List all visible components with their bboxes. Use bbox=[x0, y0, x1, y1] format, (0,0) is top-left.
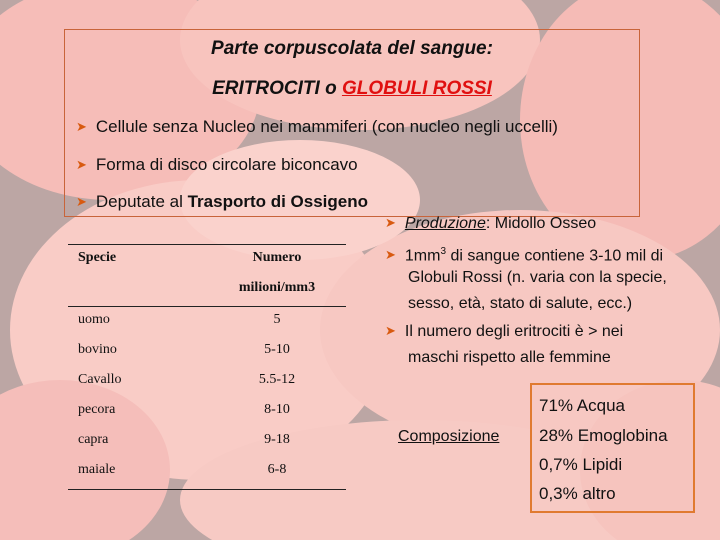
arrow-bullet-icon: ➤ bbox=[385, 215, 396, 230]
arrow-bullet-icon: ➤ bbox=[385, 323, 396, 338]
arrow-bullet-icon: ➤ bbox=[76, 194, 87, 209]
table-cell-specie: uomo bbox=[78, 312, 110, 327]
table-cell-numero: 8-10 bbox=[264, 402, 290, 417]
table-cell-numero: 5-10 bbox=[264, 342, 290, 357]
arrow-bullet-icon: ➤ bbox=[76, 157, 87, 172]
table-header-specie: Specie bbox=[78, 250, 117, 265]
table-cell-numero: 5.5-12 bbox=[258, 372, 296, 387]
right-bullet-quantity: ➤ $1mm^3$ di sangue contiene 3-10 mil di bbox=[385, 238, 663, 270]
table-cell-specie: Cavallo bbox=[78, 372, 122, 387]
table-cell-numero: 9-18 bbox=[264, 432, 290, 447]
table-top-rule bbox=[68, 244, 346, 245]
arrow-bullet-icon: ➤ bbox=[76, 119, 87, 134]
subtitle-highlight: GLOBULI ROSSI bbox=[341, 78, 492, 99]
table-header-rule bbox=[68, 306, 346, 307]
composition-item: 0,3% altro bbox=[539, 484, 616, 503]
right-bullet-quantity-line3: sesso, età, stato di salute, ecc.) bbox=[408, 295, 633, 312]
arrow-bullet-icon: ➤ bbox=[385, 247, 396, 263]
composition-label: Composizione bbox=[398, 428, 500, 445]
table-cell-specie: bovino bbox=[78, 342, 117, 357]
table-header-numero: Numero bbox=[252, 250, 302, 265]
right-bullet-gender: ➤ Il numero degli eritrociti è > nei bbox=[385, 318, 623, 346]
table-cell-specie: maiale bbox=[78, 462, 116, 477]
slide-title: Parte corpuscolata del sangue: bbox=[211, 38, 493, 59]
table-bottom-rule bbox=[68, 489, 346, 490]
composition-item: 28% Emoglobina bbox=[539, 426, 668, 445]
table-cell-specie: capra bbox=[78, 432, 109, 447]
bullet-item: ➤ Cellule senza Nucleo nei mammiferi (con nucleo negli uccelli) bbox=[76, 117, 558, 136]
bullet-item: ➤ Forma di disco circolare biconcavo bbox=[76, 155, 358, 174]
right-bullet-produzione: ➤ Produzione: Midollo Osseo bbox=[385, 210, 596, 238]
composition-item: 0,7% Lipidi bbox=[539, 455, 623, 474]
table-cell-numero: 6-8 bbox=[267, 462, 287, 477]
table-cell-numero: 5 bbox=[273, 312, 281, 327]
slide-subtitle bbox=[64, 78, 640, 100]
table-cell-specie: pecora bbox=[78, 402, 116, 417]
bullet-item: ➤ Deputate al Trasporto di Ossigeno bbox=[76, 192, 369, 211]
subtitle-prefix: ERITROCITI o bbox=[212, 78, 342, 99]
right-bullet-quantity-line2: Globuli Rossi (n. varia con la specie, bbox=[408, 269, 667, 286]
right-bullet-gender-line2: maschi rispetto alle femmine bbox=[408, 349, 611, 366]
table-header-unit: milioni/mm3 bbox=[238, 280, 316, 295]
composition-item: 71% Acqua bbox=[539, 396, 626, 415]
